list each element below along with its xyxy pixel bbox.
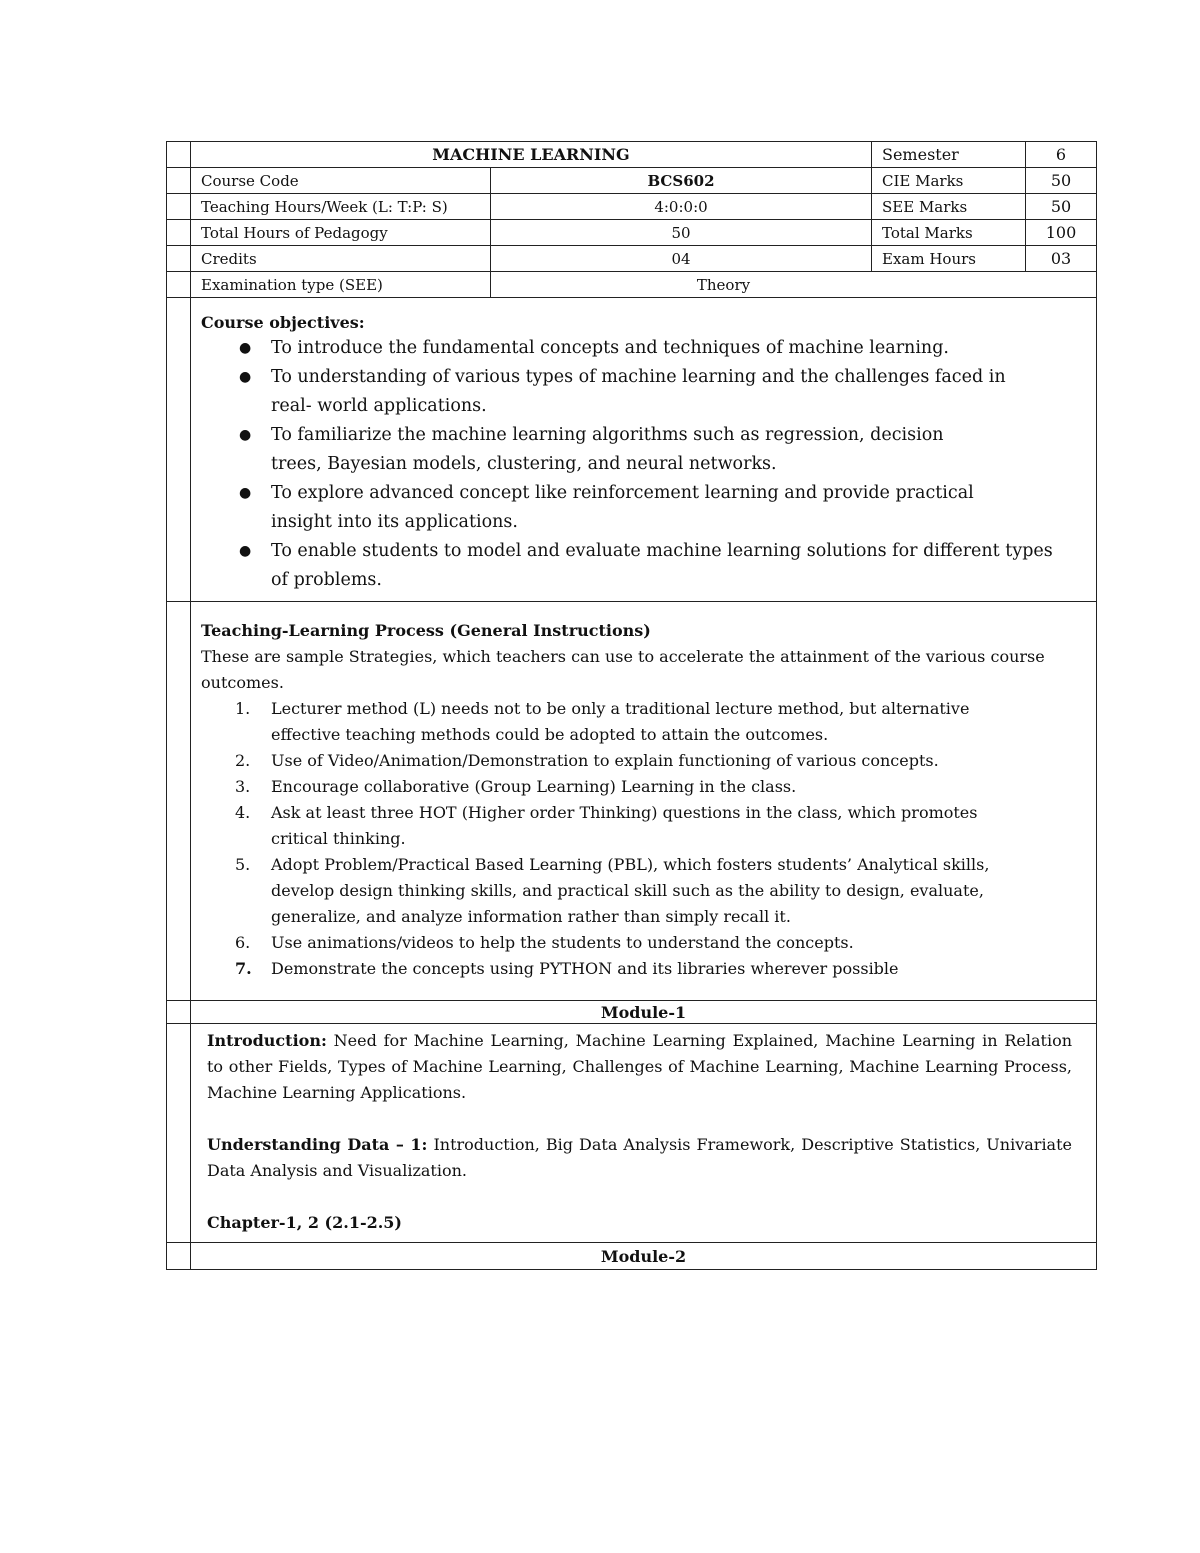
- info-right-value: 50: [1026, 168, 1097, 194]
- list-item: ● To introduce the fundamental concepts and techniques of machine learning.: [201, 334, 1086, 363]
- semester-label: Semester: [872, 142, 1026, 168]
- info-right-label: Exam Hours: [872, 246, 1026, 272]
- bullet-icon: ●: [239, 369, 252, 385]
- exam-type-row: [167, 272, 1097, 298]
- list-item: 7. Demonstrate the concepts using PYTHON and its libraries wherever possible: [235, 959, 899, 978]
- info-value: 4:0:0:0: [491, 194, 872, 220]
- module-2-title: Module-2: [191, 1243, 1097, 1270]
- bullet-icon: ●: [239, 340, 252, 356]
- list-item: ● To explore advanced concept like reinforcement learning and provide practical insight into its applications.: [201, 479, 1086, 537]
- list-item: 5. Adopt Problem/Practical Based Learning (PBL), which fosters students’ Analytical skills, develop design thinking skills, and practical skill such as the ability to design, evaluate, generalize, and analyze information rather than simply recall it.: [235, 855, 990, 926]
- bullet-icon: ●: [239, 543, 252, 559]
- module-1-introduction: Introduction: Need for Machine Learning, Machine Learning Explained, Machine Learning in Relation to other Fields, Types of Machine Learning, Challenges of Machine Learning, Machine Learning Process, Machine Learning Applications.: [207, 1031, 1072, 1102]
- list-item: 1. Lecturer method (L) needs not to be only a traditional lecture method, but alternative effective teaching methods could be adopted to attain the outcomes.: [235, 699, 970, 744]
- objectives-heading: Course objectives:: [201, 313, 365, 332]
- semester-value: 6: [1026, 142, 1097, 168]
- list-item: ● To enable students to model and evaluate machine learning solutions for different types of problems.: [201, 537, 1086, 595]
- info-row: [167, 246, 1097, 272]
- bullet-icon: ●: [239, 485, 252, 501]
- info-right-value: 03: [1026, 246, 1097, 272]
- objectives-list: [201, 334, 1086, 595]
- info-row: [167, 220, 1097, 246]
- teaching-heading: Teaching-Learning Process (General Instructions): [201, 621, 651, 640]
- module-1-chapter: Chapter-1, 2 (2.1-2.5): [207, 1213, 402, 1232]
- list-item: 6. Use animations/videos to help the students to understand the concepts.: [235, 933, 854, 952]
- exam-type-value: Theory: [491, 272, 1097, 298]
- teaching-learning-process: [191, 602, 1097, 1001]
- objectives-row: [167, 298, 1097, 602]
- module-2-header-row: [167, 1243, 1097, 1270]
- exam-type-label: Examination type (SEE): [191, 272, 491, 298]
- info-right-label: Total Marks: [872, 220, 1026, 246]
- info-label: Teaching Hours/Week (L: T:P: S): [191, 194, 491, 220]
- info-label: Total Hours of Pedagogy: [191, 220, 491, 246]
- list-item: 3. Encourage collaborative (Group Learning) Learning in the class.: [235, 777, 797, 796]
- info-row: [167, 194, 1097, 220]
- teaching-process-row: [167, 602, 1097, 1001]
- info-value: 04: [491, 246, 872, 272]
- module-1-title: Module-1: [191, 1001, 1097, 1024]
- course-objectives: [191, 298, 1097, 602]
- list-item: ● To familiarize the machine learning algorithms such as regression, decision trees, Bayesian models, clustering, and neural networks.: [201, 421, 1086, 479]
- course-header-table: [166, 141, 1097, 1270]
- teaching-list: [201, 696, 1086, 982]
- bullet-icon: ●: [239, 427, 252, 443]
- title-row: [167, 142, 1097, 168]
- syllabus-page: [166, 141, 1096, 1270]
- course-title: MACHINE LEARNING: [191, 142, 872, 168]
- list-item: 4. Ask at least three HOT (Higher order Thinking) questions in the class, which promotes critical thinking.: [235, 803, 978, 848]
- info-right-label: SEE Marks: [872, 194, 1026, 220]
- info-right-value: 100: [1026, 220, 1097, 246]
- info-label: Credits: [191, 246, 491, 272]
- list-item: 2. Use of Video/Animation/Demonstration to explain functioning of various concepts.: [235, 751, 939, 770]
- info-right-label: CIE Marks: [872, 168, 1026, 194]
- list-item: ● To understanding of various types of machine learning and the challenges faced in real- world applications.: [201, 363, 1086, 421]
- module-1-content-row: [167, 1024, 1097, 1243]
- course-code-value: BCS602: [491, 168, 872, 194]
- info-label: Course Code: [191, 168, 491, 194]
- module-1-header-row: [167, 1001, 1097, 1024]
- module-1-content: [191, 1024, 1097, 1243]
- teaching-intro: These are sample Strategies, which teachers can use to accelerate the attainment of the various course outcomes.: [201, 647, 1045, 692]
- info-value: 50: [491, 220, 872, 246]
- module-1-understanding-data: Understanding Data – 1: Introduction, Big Data Analysis Framework, Descriptive Statistics, Univariate Data Analysis and Visualization.: [207, 1135, 1072, 1180]
- info-right-value: 50: [1026, 194, 1097, 220]
- info-row: [167, 168, 1097, 194]
